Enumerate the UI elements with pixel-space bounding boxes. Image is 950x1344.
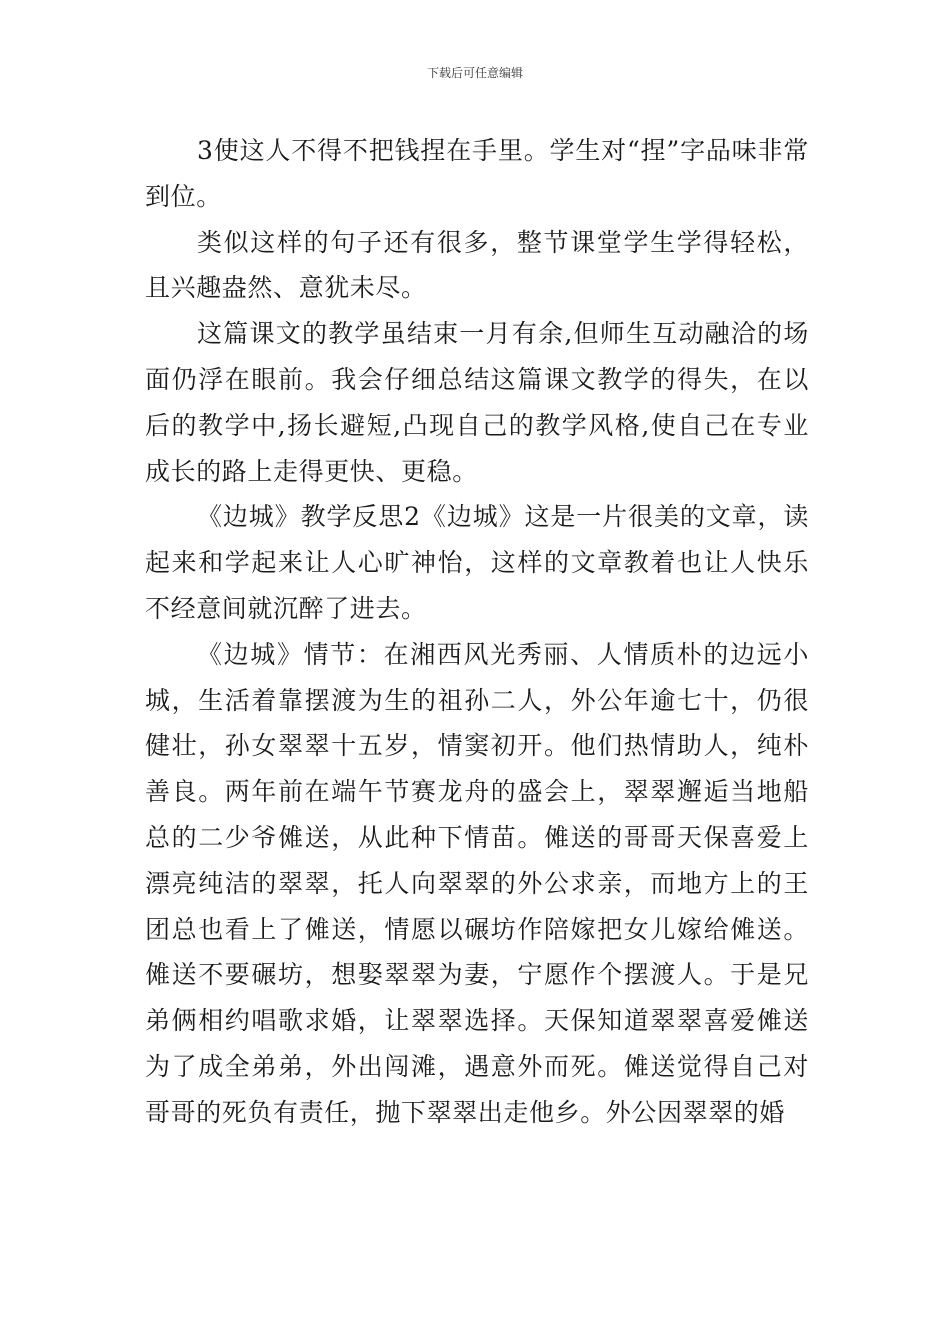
paragraph-2: 类似这样的句子还有很多，整节课堂学生学得轻松，且兴趣盎然、意犹未尽。: [145, 227, 809, 303]
paragraph-1: 3使这人不得不把钱捏在手里。学生对“捏”字品味非常到位。: [145, 136, 809, 211]
paragraph-4: 《边城》教学反思2《边城》这是一片很美的文章，读起来和学起来让人心旷神怡，这样的文章教着也让人快乐不经意间就沉醉了进去。: [145, 502, 809, 623]
page-header: 下载后可任意编辑: [426, 66, 523, 80]
document-body: [145, 128, 809, 1136]
paragraph-5: 《边城》情节：在湘西风光秀丽、人情质朴的边远小城，生活着靠摆渡为生的祖孙二人，外公年逾七十，仍很健壮，孙女翠翠十五岁，情窦初开。他们热情助人，纯朴善良。两年前在端午节赛龙舟的盛会上，翠翠邂逅当地船总的二少爷傩送，从此种下情苗。傩送的哥哥天保喜爱上漂亮纯洁的翠翠，托人向翠翠的外公求亲，而地方上的王团总也看上了傩送，情愿以碾坊作陪嫁把女儿嫁给傩送。傩送不要碾坊，想娶翠翠为妻，宁愿作个摆渡人。于是兄弟俩相约唱歌求婚，让翠翠选择。天保知道翠翠喜爱傩送为了成全弟弟，外出闯滩，遇意外而死。傩送觉得自己对哥哥的死负有责任，抛下翠翠出走他乡。外公因翠翠的婚: [145, 639, 809, 1127]
paragraph-3: 这篇课文的教学虽结束一月有余,但师生互动融洽的场面仍浮在眼前。我会仔细总结这篇课文教学的得失，在以后的教学中,扬长避短,凸现自己的教学风格,使自己在专业成长的路上走得更快、更稳。: [145, 319, 809, 486]
